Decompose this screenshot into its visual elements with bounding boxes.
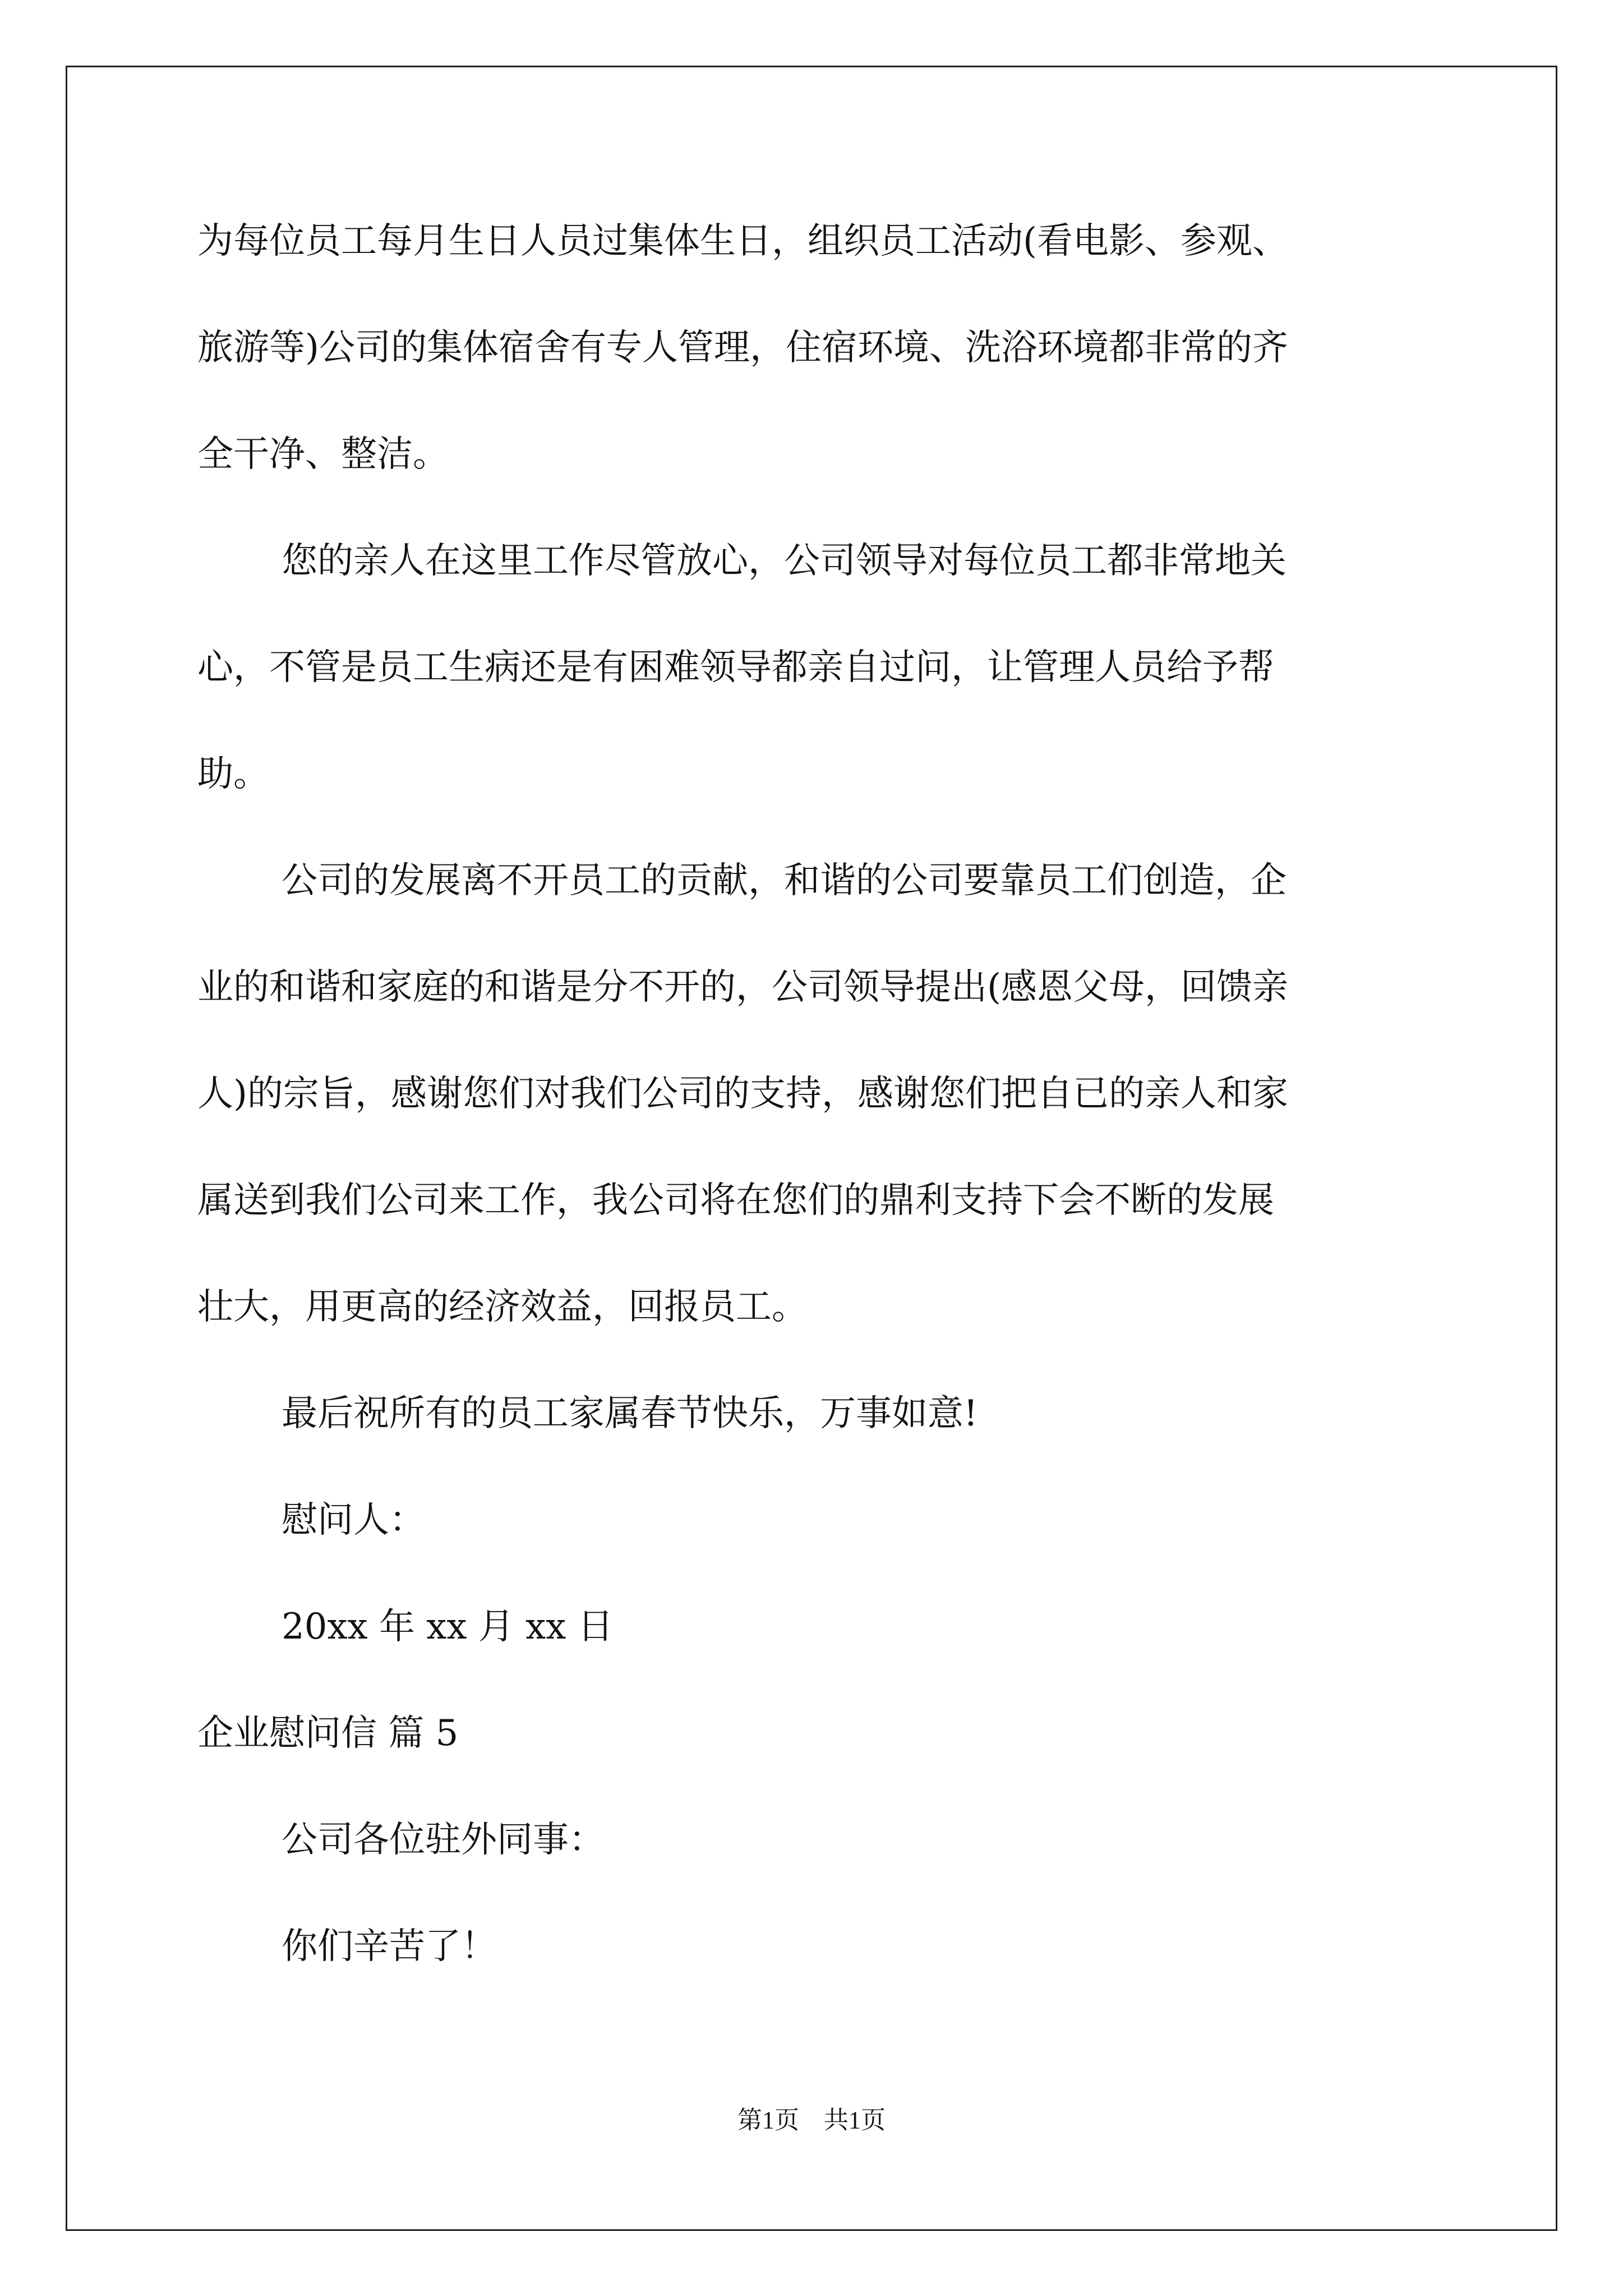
paragraph-line: 业的和谐和家庭的和谐是分不开的，公司领导提出(感恩父母，回馈亲 xyxy=(197,967,1288,1008)
paragraph-line: 人)的宗旨，感谢您们对我们公司的支持，感谢您们把自已的亲人和家 xyxy=(197,1073,1288,1115)
salutation: 公司各位驻外同事： xyxy=(282,1819,605,1861)
section-heading: 企业慰问信 篇 5 xyxy=(197,1713,459,1754)
paragraph-line: 全干净、整洁。 xyxy=(197,434,449,475)
paragraph-line: 公司的发展离不开员工的贡献，和谐的公司要靠员工们创造，企 xyxy=(282,860,1287,901)
paragraph-line: 属送到我们公司来工作，我公司将在您们的鼎利支持下会不断的发展 xyxy=(197,1180,1274,1221)
paragraph-line: 您的亲人在这里工作尽管放心，公司领导对每位员工都非常地关 xyxy=(282,540,1287,582)
paragraph-line: 你们辛苦了！ xyxy=(282,1926,497,1967)
paragraph-line: 为每位员工每月生日人员过集体生日，组织员工活动(看电影、参观、 xyxy=(197,220,1288,262)
signature-label: 慰问人： xyxy=(282,1499,425,1541)
paragraph-line: 旅游等)公司的集体宿舍有专人管理，住宿环境、洗浴环境都非常的齐 xyxy=(197,327,1288,369)
paragraph-line: 壮大，用更高的经济效益，回报员工。 xyxy=(197,1286,808,1328)
page-border xyxy=(66,66,1557,2231)
closing-wish: 最后祝所有的员工家属春节快乐，万事如意! xyxy=(282,1393,978,1434)
paragraph-line: 心，不管是员工生病还是有困难领导都亲自过问，让管理人员给予帮 xyxy=(197,647,1274,688)
page-footer: 第1页 共1页 xyxy=(737,2106,886,2134)
date-line: 20xx 年 xx 月 xx 日 xyxy=(282,1606,614,1648)
paragraph-line: 助。 xyxy=(197,753,269,795)
